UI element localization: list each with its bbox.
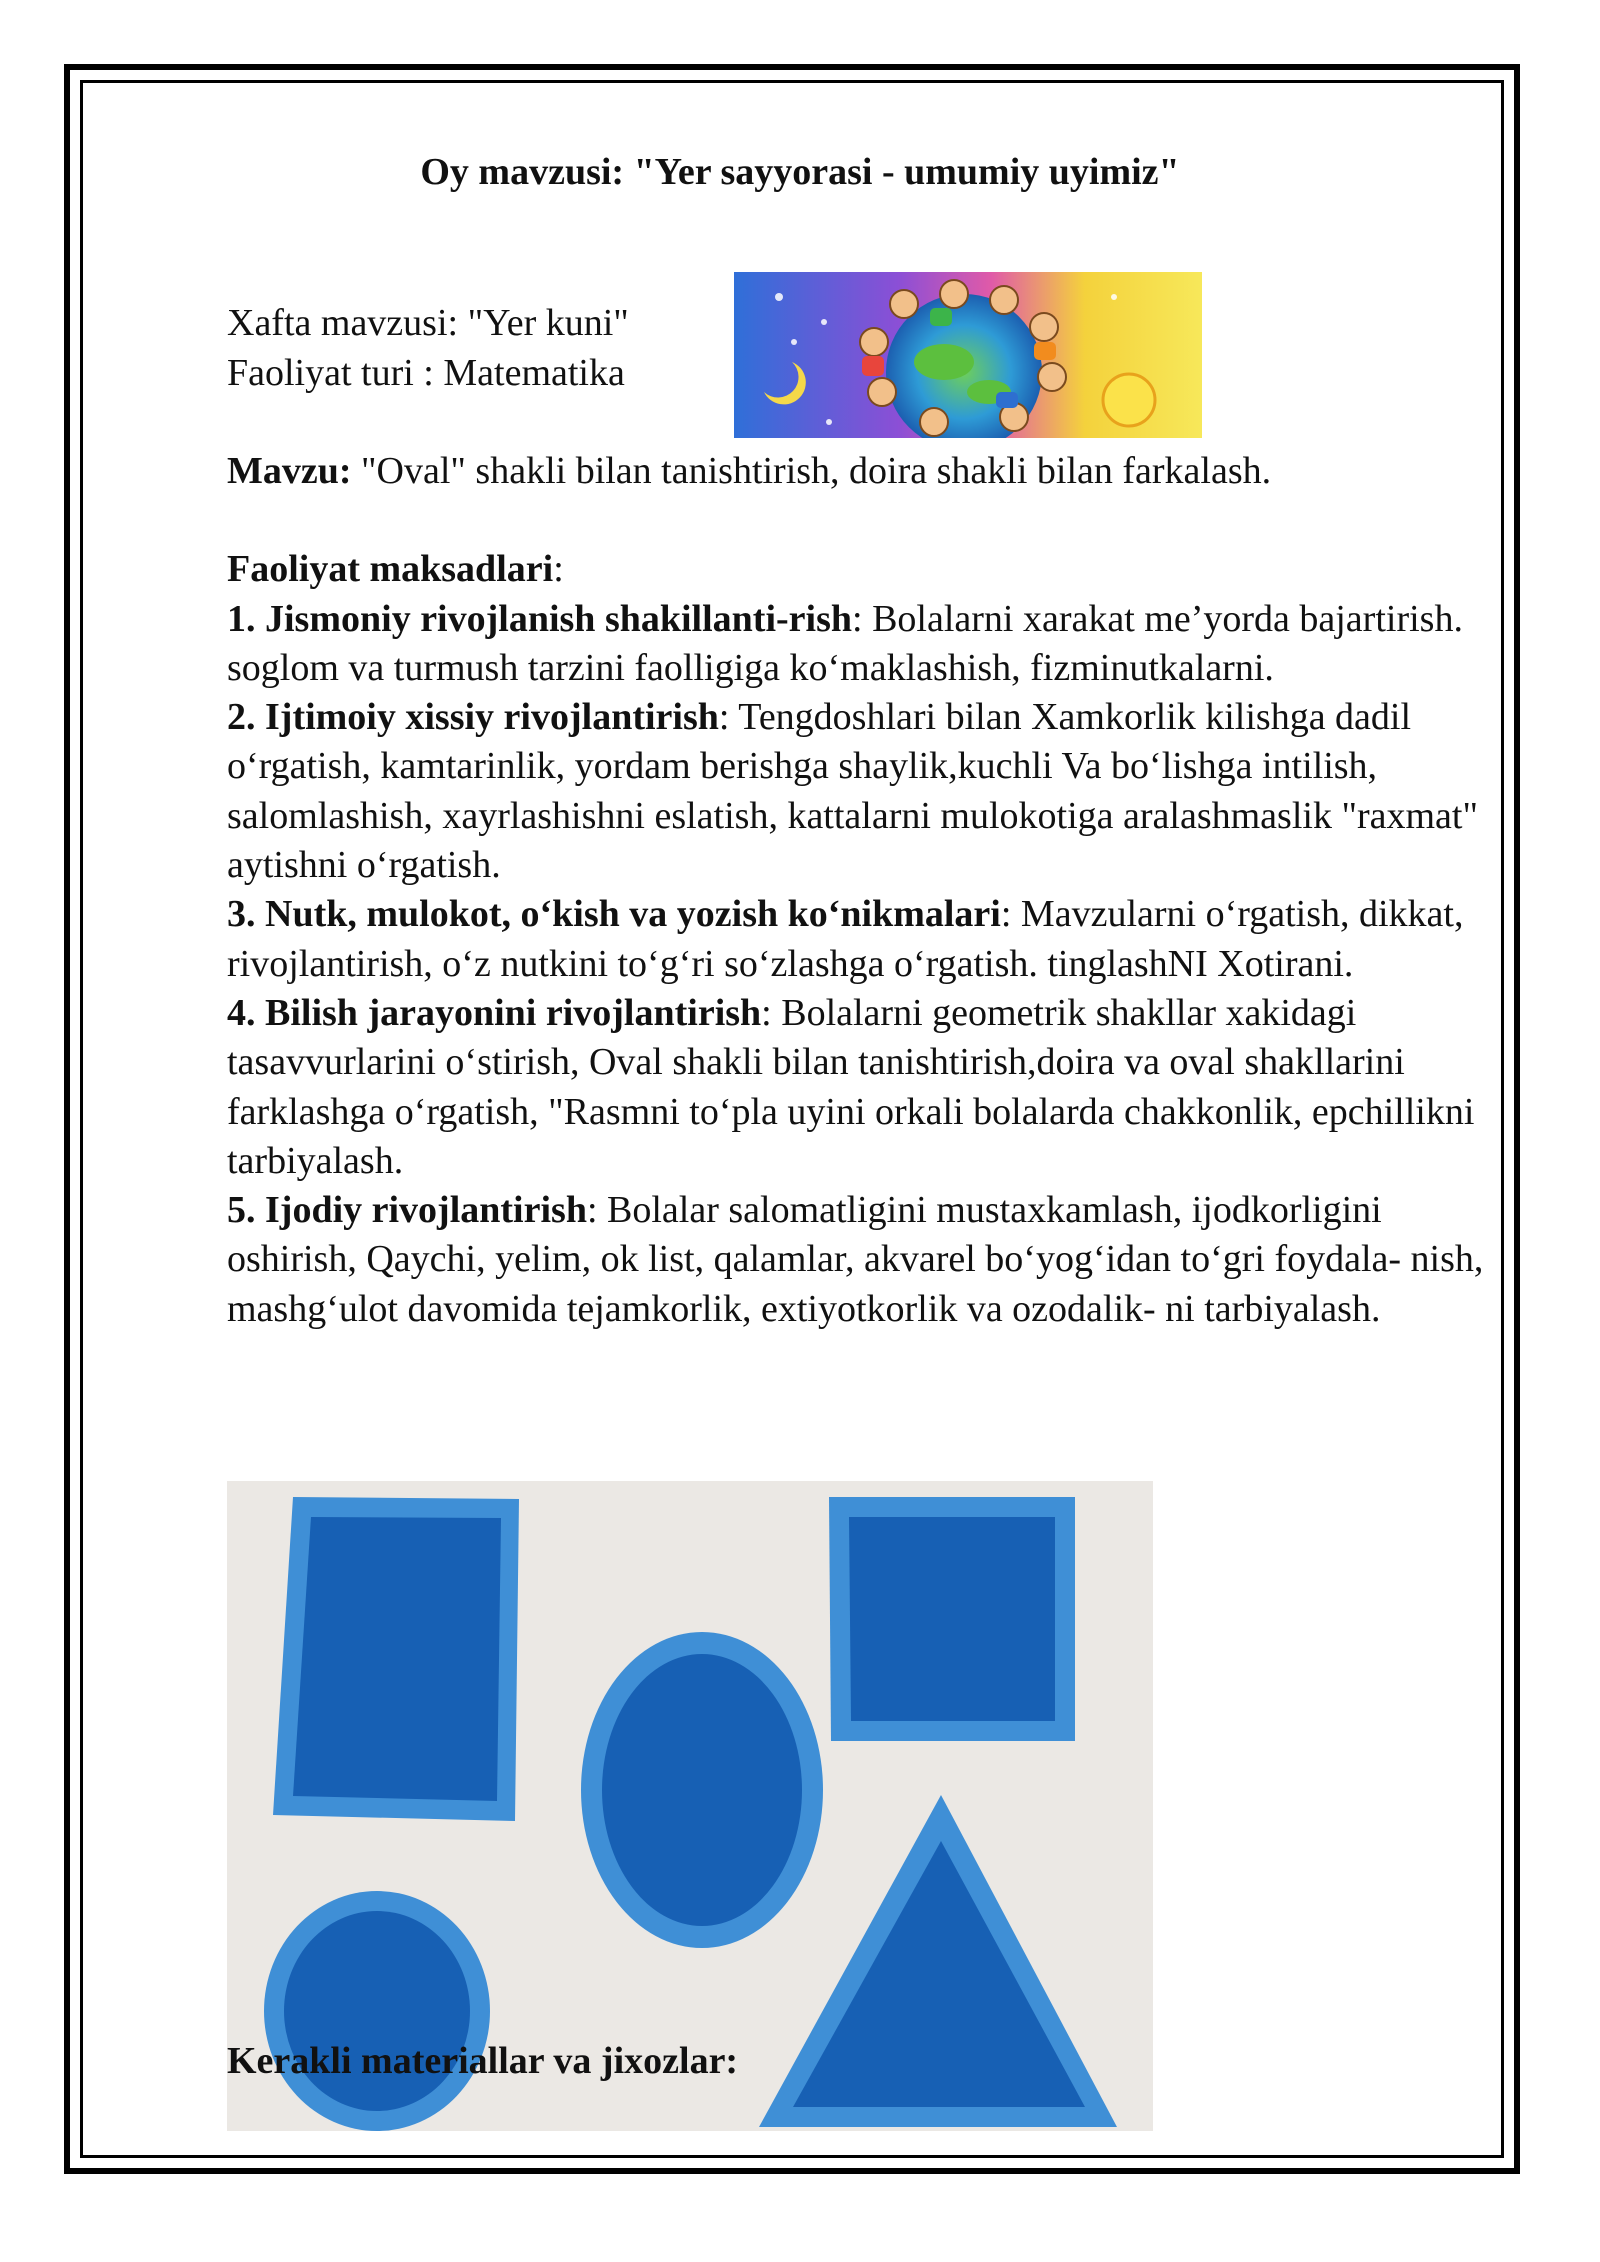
goal-title: 4. Bilish jarayonini rivojlantirish bbox=[227, 991, 762, 1034]
square-shape-inner bbox=[849, 1517, 1055, 1721]
topic-line bbox=[227, 447, 1497, 496]
triangle-shape-inner bbox=[793, 1841, 1085, 2107]
rectangle-shape-inner bbox=[293, 1517, 501, 1801]
goal-title: 2. Ijtimoiy xissiy rivojlantirish bbox=[227, 696, 719, 739]
goal-text: : Bolalarni geometrik shakllar xakidagi tasavvurlarini o‘stirish, Oval shakli bilan tanishtirish,doira va oval shakllarini farklashga o‘rgatish, "Rasmni to‘pla uyini orkali bolalarda chakkonlik, epchillikni tarbiyalash. bbox=[227, 991, 1475, 1182]
goals-heading-label: Faoliyat maksadlari bbox=[227, 548, 554, 591]
goal-item bbox=[227, 1186, 1497, 1334]
goal-title: 5. Ijodiy rivojlantirish bbox=[227, 1189, 587, 1232]
goal-item bbox=[227, 595, 1497, 694]
goal-title: 3. Nutk, mulokot, o‘kish va yozish ko‘nikmalari bbox=[227, 893, 1001, 936]
activity-type: Faoliyat turi : Matematika bbox=[227, 352, 625, 394]
lesson-header bbox=[227, 298, 629, 398]
goal-item bbox=[227, 693, 1497, 890]
goals-heading-colon: : bbox=[553, 548, 564, 591]
goal-text: : Tengdoshlari bilan Xamkorlik kilishga dadil o‘rgatish, kamtarinlik, yordam berishga shaylik,kuchli Va bo‘lishga intilish, salomlashish, xayrlashishni eslatish, kattalarni mulokotiga aralashmaslik "raxmat" aytishni o‘rgatish. bbox=[227, 696, 1478, 887]
oval-shape-inner bbox=[602, 1654, 802, 1926]
topic-text: "Oval" shakli bilan tanishtirish, doira shakli bilan farkalash. bbox=[351, 450, 1272, 492]
topic-label: Mavzu: bbox=[227, 450, 352, 492]
page-title: Oy mavzusi: "Yer sayyorasi - umumiy uyimiz" bbox=[420, 151, 1180, 193]
goal-item bbox=[227, 890, 1497, 989]
earth-children-illustration bbox=[734, 272, 1202, 438]
goals-heading bbox=[227, 545, 1497, 594]
geometric-shapes-picture bbox=[227, 1481, 1153, 2131]
goal-item bbox=[227, 989, 1497, 1186]
goal-title: 1. Jismoniy rivojlanish shakillanti-rish bbox=[227, 597, 853, 640]
lesson-content bbox=[227, 447, 1497, 1334]
goal-text: : Bolalar salomatligini mustaxkamlash, ijodkorligini oshirish, Qaychi, yelim, ok list, qalamlar, akvarel bo‘yog‘idan to‘gri foydala- nish, mashg‘ulot davomida tejamkorlik, extiyotkorlik va ozodalik- ni tarbiyalash. bbox=[227, 1189, 1484, 1330]
materials-label: Kerakli materiallar va jixozlar: bbox=[227, 2040, 739, 2082]
goal-text: : Mavzularni o‘rgatish, dikkat, rivojlantirish, o‘z nutkini to‘g‘ri so‘zlashga o‘rgatish. tinglashNI Xotirani. bbox=[227, 893, 1464, 985]
goal-text: : Bolalarni xarakat me’yorda bajartirish. soglom va turmush tarzini faolligiga ko‘maklashish, fizminutkalarni. bbox=[227, 597, 1463, 689]
week-topic: Xafta mavzusi: "Yer kuni" bbox=[227, 302, 629, 344]
